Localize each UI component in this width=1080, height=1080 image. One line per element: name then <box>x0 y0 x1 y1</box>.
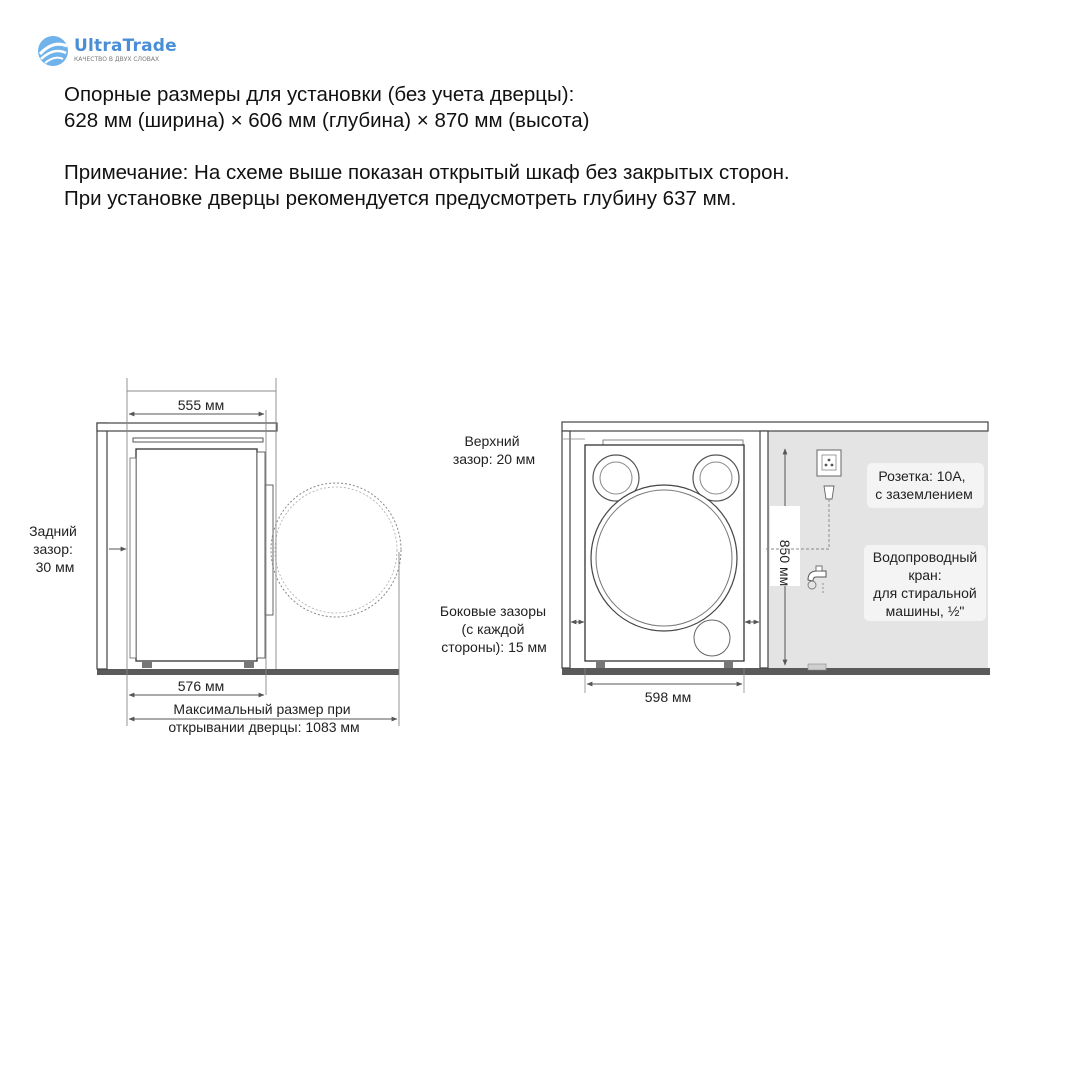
side-cabinet-back <box>97 423 107 669</box>
front-dial-left-inner <box>600 462 632 494</box>
door-open-label-1: Максимальный размер при <box>173 701 351 717</box>
front-view <box>440 422 990 705</box>
side-foot-rear <box>142 661 152 668</box>
front-floor <box>562 668 990 675</box>
width-label: 598 мм <box>644 689 692 705</box>
reference-dimensions-values: 628 мм (ширина) × 606 мм (глубина) × 870 мм (высота) <box>64 109 590 132</box>
note-line-2: При установке дверцы рекомендуется предусмотреть глубину 637 мм. <box>64 187 737 210</box>
side-floor <box>97 669 399 675</box>
drain-icon <box>808 664 826 670</box>
tap-label-2: кран: <box>908 567 942 583</box>
rear-gap-label-3: 30 мм <box>35 559 75 575</box>
side-gaps-label-1: Боковые зазоры <box>439 603 547 619</box>
plug-icon <box>824 486 834 499</box>
height-label: 850 мм <box>777 539 793 587</box>
socket-label-2: с заземлением <box>875 486 973 502</box>
front-foot-left <box>596 661 605 668</box>
side-view <box>29 378 401 735</box>
front-foot-right <box>724 661 733 668</box>
front-door-inner <box>596 490 732 626</box>
side-open-door-inner <box>275 487 397 613</box>
side-depth-label: 555 мм <box>177 397 225 413</box>
rear-gap-label-1: Задний <box>29 523 77 539</box>
socket-label-1: Розетка: 10А, <box>878 468 966 484</box>
side-gaps-label-2: (с каждой <box>461 621 525 637</box>
door-open-label-2: открывании дверцы: 1083 мм <box>168 719 360 735</box>
note-line-1: Примечание: На схеме выше показан открытый шкаф без закрытых сторон. <box>64 161 790 184</box>
reference-dimensions-heading: Опорные размеры для установки (без учета дверцы): <box>64 83 575 106</box>
side-gaps-label-3: стороны): 15 мм <box>441 639 547 655</box>
front-cabinet-top <box>562 422 988 431</box>
front-cabinet-right <box>760 431 768 668</box>
top-gap-label-2: зазор: 20 мм <box>452 451 536 467</box>
front-dial-right-inner <box>700 462 732 494</box>
brand-name: UltraTrade <box>74 36 177 56</box>
side-cabinet-top <box>97 423 277 431</box>
side-machine-body <box>136 449 257 661</box>
side-machine-back-panel <box>130 458 136 658</box>
front-filter-hatch <box>694 620 730 656</box>
tap-label-3: для стиральной <box>873 585 977 601</box>
socket-icon <box>817 450 841 476</box>
top-gap-label-1: Верхний <box>464 433 520 449</box>
side-machine-front-panel <box>257 452 265 658</box>
tap-label-4: машины, ½" <box>885 603 965 619</box>
brand-tagline: КАЧЕСТВО В ДВУХ СЛОВАХ <box>74 56 160 63</box>
front-cabinet-left <box>562 431 570 668</box>
side-open-door-outer <box>271 483 401 617</box>
tap-label-1: Водопроводный <box>872 549 978 565</box>
side-bottom-depth-label: 576 мм <box>177 678 225 694</box>
side-foot-front <box>244 661 254 668</box>
side-machine-top <box>133 438 263 442</box>
rear-gap-label-2: зазор: <box>33 541 73 557</box>
front-machine-top <box>603 440 743 445</box>
